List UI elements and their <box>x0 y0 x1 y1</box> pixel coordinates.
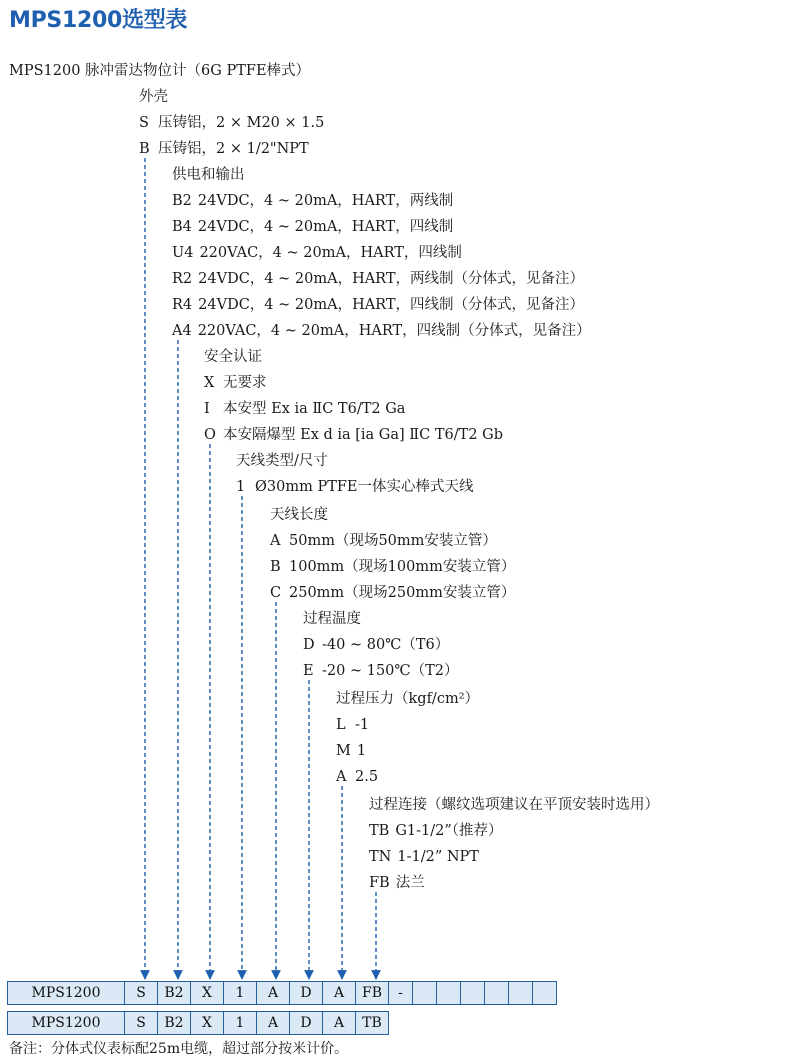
order-code-example-table <box>7 1011 389 1035</box>
order-code-table <box>7 981 557 1005</box>
option-item: O 本安隔爆型 Ex d ia [ia Ga] ⅡC T6/T2 Gb <box>204 427 504 443</box>
option-item: B 压铸铝，2 × 1/2"NPT <box>139 141 309 157</box>
option-item: I 本安型 Ex ia ⅡC T6/T2 Ga <box>204 401 406 417</box>
option-item: X 无要求 <box>204 375 267 391</box>
section-heading-process-connection: 过程连接（螺纹选项建议在平顶安装时选用） <box>369 797 659 813</box>
order-cell: - <box>389 982 413 1005</box>
order-cell: MPS1200 <box>8 1012 125 1035</box>
order-cell: B2 <box>158 982 191 1005</box>
option-item: FB 法兰 <box>369 875 425 891</box>
section-heading-certification: 安全认证 <box>204 349 262 365</box>
order-cell: TB <box>356 1012 389 1035</box>
option-item: B 100mm（现场100mm安装立管） <box>270 559 516 575</box>
section-heading-process-pressure: 过程压力（kgf/cm²） <box>336 691 480 707</box>
option-item: R4 24VDC，4 ~ 20mA，HART，四线制（分体式，见备注） <box>172 297 585 313</box>
order-cell: FB <box>356 982 389 1005</box>
section-heading-process-temperature: 过程温度 <box>303 611 361 627</box>
option-item: 1 Ø30mm PTFE一体实心棒式天线 <box>236 479 474 495</box>
option-item: B2 24VDC，4 ~ 20mA，HART，两线制 <box>172 193 454 209</box>
section-heading-antenna-length: 天线长度 <box>270 507 328 523</box>
order-cell <box>533 982 557 1005</box>
option-item: E -20 ~ 150℃（T2） <box>303 663 459 679</box>
order-cell: A <box>323 1012 356 1035</box>
option-item: TB G1-1/2”（推荐） <box>369 823 503 839</box>
order-cell: X <box>191 982 224 1005</box>
order-cell: A <box>257 982 290 1005</box>
order-cell: 1 <box>224 982 257 1005</box>
option-item: M 1 <box>336 743 367 759</box>
product-line: MPS1200 脉冲雷达物位计（6G PTFE棒式） <box>9 63 311 79</box>
page-title: MPS1200选型表 <box>9 8 188 33</box>
order-cell <box>509 982 533 1005</box>
order-cell: S <box>125 1012 158 1035</box>
option-item: R2 24VDC，4 ~ 20mA，HART，两线制（分体式，见备注） <box>172 271 585 287</box>
order-cell: D <box>290 982 323 1005</box>
option-item: D -40 ~ 80℃（T6） <box>303 637 450 653</box>
order-cell: A <box>323 982 356 1005</box>
option-item: A 50mm（现场50mm安装立管） <box>270 533 497 549</box>
order-cell <box>461 982 485 1005</box>
section-heading-power-output: 供电和输出 <box>172 167 245 183</box>
footnote: 备注：分体式仪表标配25m电缆，超过部分按米计价。 <box>9 1041 349 1057</box>
option-item: A4 220VAC，4 ~ 20mA，HART，四线制（分体式，见备注） <box>172 323 591 339</box>
order-cell: D <box>290 1012 323 1035</box>
option-item: B4 24VDC，4 ~ 20mA，HART，四线制 <box>172 219 454 235</box>
option-item: S 压铸铝，2 × M20 × 1.5 <box>139 115 325 131</box>
order-cell <box>437 982 461 1005</box>
order-cell: MPS1200 <box>8 982 125 1005</box>
section-heading-antenna-type: 天线类型/尺寸 <box>236 453 328 469</box>
order-cell: 1 <box>224 1012 257 1035</box>
option-item: L -1 <box>336 717 370 733</box>
option-item: C 250mm（现场250mm安装立管） <box>270 585 516 601</box>
order-cell: B2 <box>158 1012 191 1035</box>
order-cell: X <box>191 1012 224 1035</box>
order-cell: S <box>125 982 158 1005</box>
section-heading-housing: 外壳 <box>139 89 168 105</box>
order-cell <box>413 982 437 1005</box>
option-item: A 2.5 <box>336 769 379 785</box>
order-cell <box>485 982 509 1005</box>
option-item: U4 220VAC，4 ~ 20mA，HART，四线制 <box>172 245 462 261</box>
option-item: TN 1-1/2” NPT <box>369 849 479 865</box>
order-cell: A <box>257 1012 290 1035</box>
